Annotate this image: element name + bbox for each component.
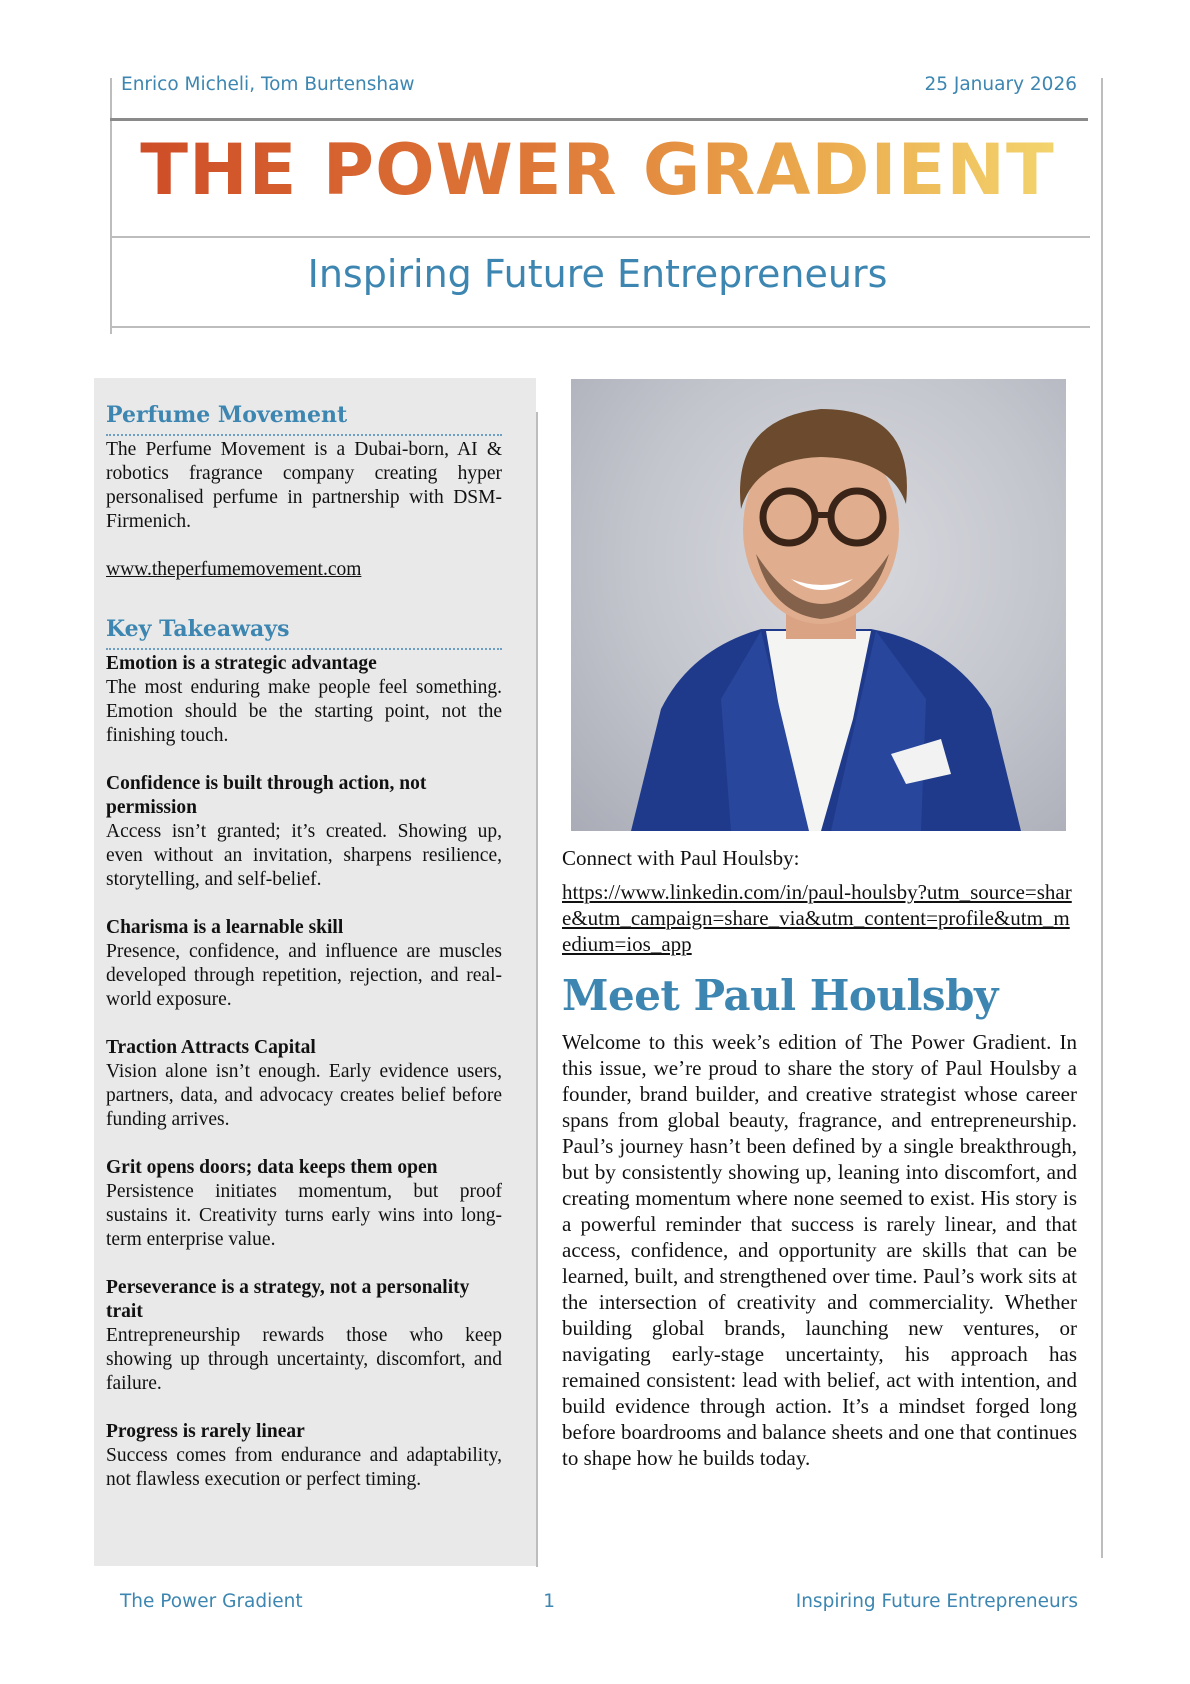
takeaway-text: Entrepreneurship rewards those who keep showing up through uncertainty, discomfort, and failure.: [106, 1325, 502, 1394]
takeaway-item: [106, 1036, 502, 1132]
takeaway-item: [106, 1420, 502, 1492]
company-heading: Perfume Movement: [106, 402, 502, 436]
footer-right: Inspiring Future Entrepreneurs: [795, 1591, 1078, 1612]
takeaway-title: Progress is rarely linear: [106, 1421, 305, 1442]
header-rule: [110, 118, 1088, 121]
linkedin-link[interactable]: https://www.linkedin.com/in/paul-houlsby?utm_source=share&utm_campaign=share_via&utm_content=profile&utm_medium=ios_app: [562, 880, 1072, 956]
takeaway-title: Traction Attracts Capital: [106, 1037, 316, 1058]
newsletter-subtitle: Inspiring Future Entrepreneurs: [307, 252, 888, 296]
feature-heading: Meet Paul Houlsby: [562, 971, 998, 1020]
subtitle-rule: [112, 326, 1090, 328]
title-rule: [112, 236, 1090, 238]
takeaway-title: Perseverance is a strategy, not a personality trait: [106, 1277, 470, 1322]
takeaway-item: [106, 916, 502, 1012]
takeaway-title: Grit opens doors; data keeps them open: [106, 1157, 438, 1178]
takeaway-item: [106, 652, 502, 748]
takeaway-text: Vision alone isn’t enough. Early evidence users, partners, data, and advocacy creates belief before funding arrives.: [106, 1061, 502, 1130]
sidebar: [94, 378, 536, 1566]
page-number: 1: [543, 1591, 556, 1612]
portrait-illustration: [571, 379, 1066, 831]
connect-label: Connect with Paul Houlsby:: [562, 846, 800, 870]
takeaway-title: Confidence is built through action, not permission: [106, 773, 427, 818]
newsletter-title: THE POWER GRADIENT: [110, 128, 1085, 212]
company-description: The Perfume Movement is a Dubai-born, AI & robotics fragrance company creating hyper personalised perfume in partnership with DSM-Firmenich.: [106, 439, 502, 532]
portrait-photo: [571, 379, 1066, 831]
header-meta: [121, 74, 1077, 95]
takeaway-item: [106, 1276, 502, 1396]
takeaway-item: [106, 772, 502, 892]
footer-left: The Power Gradient: [120, 1591, 303, 1612]
frame-right-line: [1101, 78, 1103, 1558]
takeaway-text: Access isn’t granted; it’s created. Showing up, even without an invitation, sharpens resilience, storytelling, and self-belief.: [106, 821, 502, 890]
takeaway-text: Presence, confidence, and influence are muscles developed through repetition, rejection, and real-world exposure.: [106, 941, 502, 1010]
feature-body: Welcome to this week’s edition of The Power Gradient. In this issue, we’re proud to share the story of Paul Houlsby a founder, brand builder, and creative strategist whose career spans from global beauty, fragrance, and entrepreneurship. Paul’s journey hasn’t been defined by a single breakthrough, but by consistently showing up, leaning into discomfort, and creating momentum where none seemed to exist. His story is a powerful reminder that success is rarely linear, and that access, confidence, and opportunity are skills that can be learned, built, and strengthened over time. Paul’s work sits at the intersection of creativity and commerciality. Whether building global brands, launching new ventures, or navigating early-stage uncertainty, his approach has remained consistent: lead with belief, act with intention, and build evidence through action. It’s a mindset forged long before boardrooms and balance sheets and one that continues to shape how he builds today.: [562, 1030, 1077, 1470]
takeaway-title: Charisma is a learnable skill: [106, 917, 344, 938]
issue-date: 25 January 2026: [924, 74, 1077, 95]
takeaway-item: [106, 1156, 502, 1252]
feature-column: [562, 845, 1077, 1471]
takeaway-text: Success comes from endurance and adaptability, not flawless execution or perfect timing.: [106, 1445, 502, 1490]
authors: Enrico Micheli, Tom Burtenshaw: [121, 74, 415, 95]
takeaway-text: The most enduring make people feel something. Emotion should be the starting point, not the finishing touch.: [106, 677, 502, 746]
company-website-link[interactable]: www.theperfumemovement.com: [106, 559, 362, 580]
sidebar-right-line: [536, 412, 538, 1567]
takeaway-text: Persistence initiates momentum, but proof sustains it. Creativity turns early wins into long-term enterprise value.: [106, 1181, 502, 1250]
takeaways-heading: Key Takeaways: [106, 616, 502, 650]
footer: [120, 1591, 1078, 1612]
takeaway-title: Emotion is a strategic advantage: [106, 653, 377, 674]
